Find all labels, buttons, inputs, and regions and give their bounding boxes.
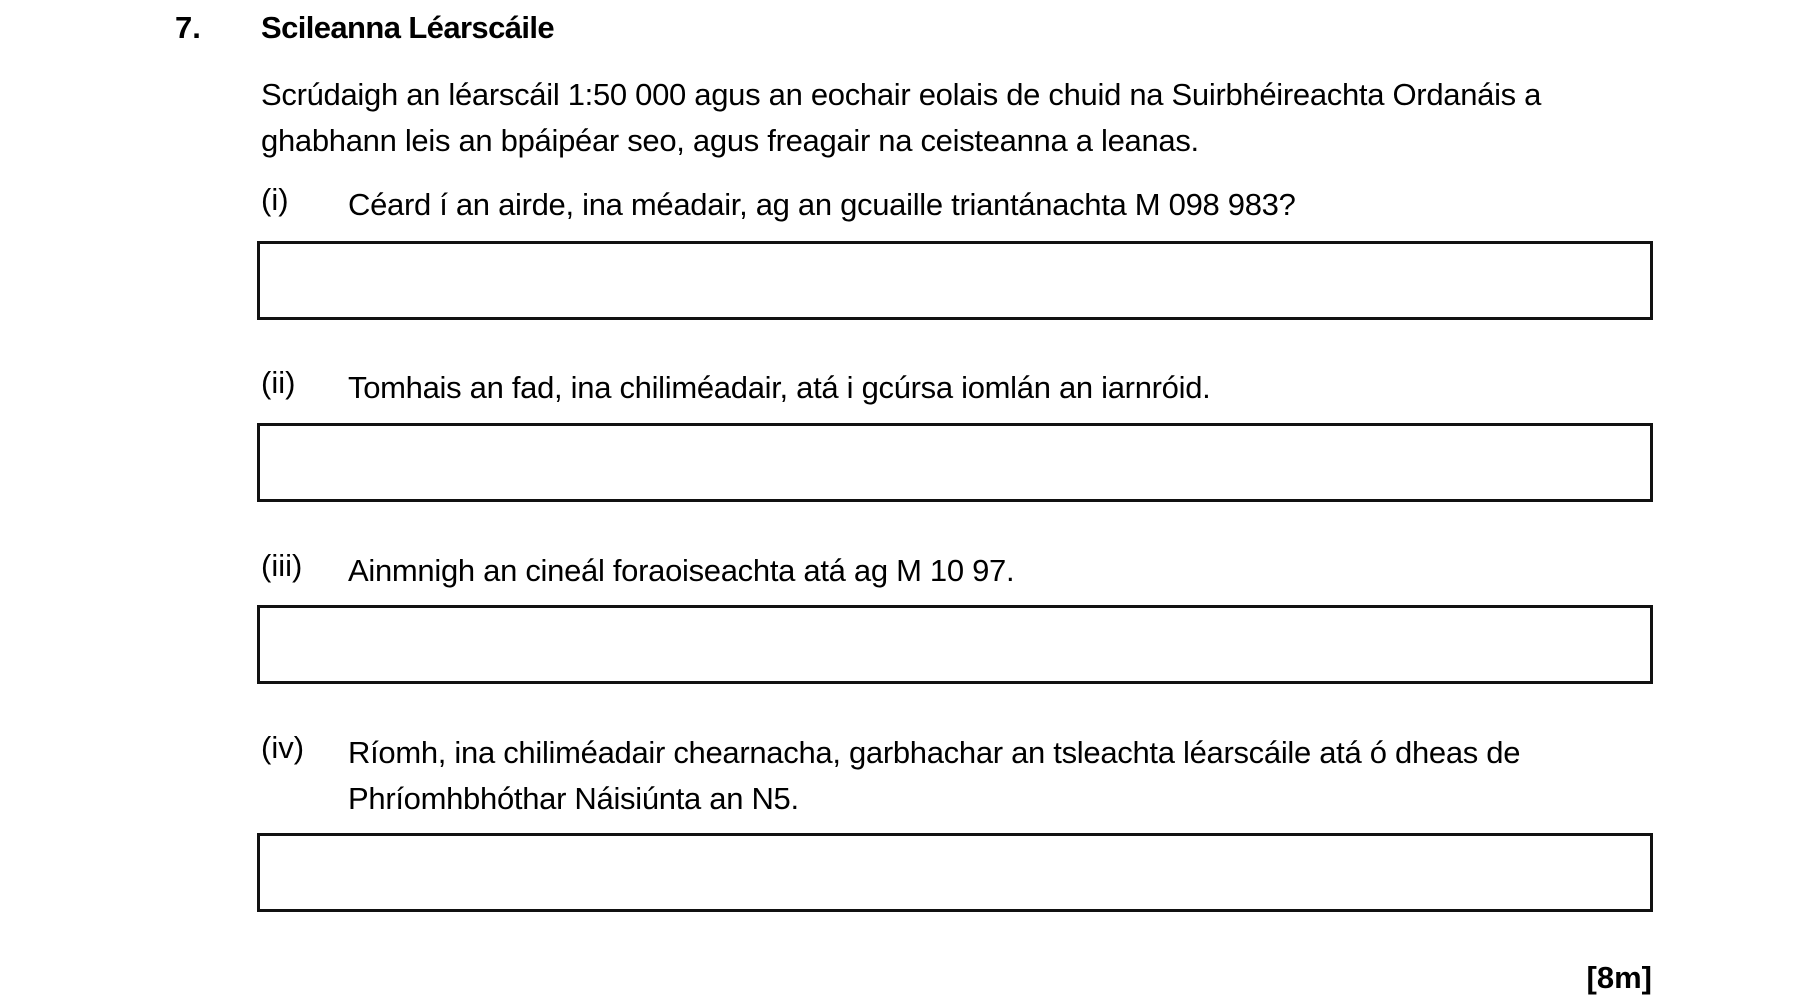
marks-label: [8m] xyxy=(1586,960,1652,995)
part-label-ii: (ii) xyxy=(261,365,296,400)
answer-box-i[interactable] xyxy=(257,241,1653,320)
part-text-ii: Tomhais an fad, ina chiliméadair, atá i gcúrsa iomlán an iarnróid. xyxy=(348,370,1211,405)
answer-box-iii[interactable] xyxy=(257,605,1653,684)
question-intro: Scrúdaigh an léarscáil 1:50 000 agus an eochair eolais de chuid na Suirbhéireachta Ordanáis a ghabhann leis an bpáipéar seo, agus freagair na ceisteanna a leanas. xyxy=(261,77,1542,158)
answer-input-ii[interactable] xyxy=(260,426,1650,499)
part-text-i: Céard í an airde, ina méadair, ag an gcuaille triantánachta M 098 983? xyxy=(348,187,1296,222)
answer-input-iv[interactable] xyxy=(260,836,1650,909)
answer-input-iii[interactable] xyxy=(260,608,1650,681)
part-label-iii: (iii) xyxy=(261,548,303,583)
answer-box-iv[interactable] xyxy=(257,833,1653,912)
answer-box-ii[interactable] xyxy=(257,423,1653,502)
question-title: Scileanna Léarscáile xyxy=(261,10,555,45)
answer-input-i[interactable] xyxy=(260,244,1650,317)
question-number: 7. xyxy=(175,10,201,45)
part-label-iv: (iv) xyxy=(261,730,305,765)
part-text-iii: Ainmnigh an cineál foraoiseachta atá ag M 10 97. xyxy=(348,553,1015,588)
part-text-iv: Ríomh, ina chiliméadair chearnacha, garbhachar an tsleachta léarscáile atá ó dheas de Phríomhbhóthar Náisiúnta an N5. xyxy=(348,735,1521,816)
part-label-i: (i) xyxy=(261,182,289,217)
